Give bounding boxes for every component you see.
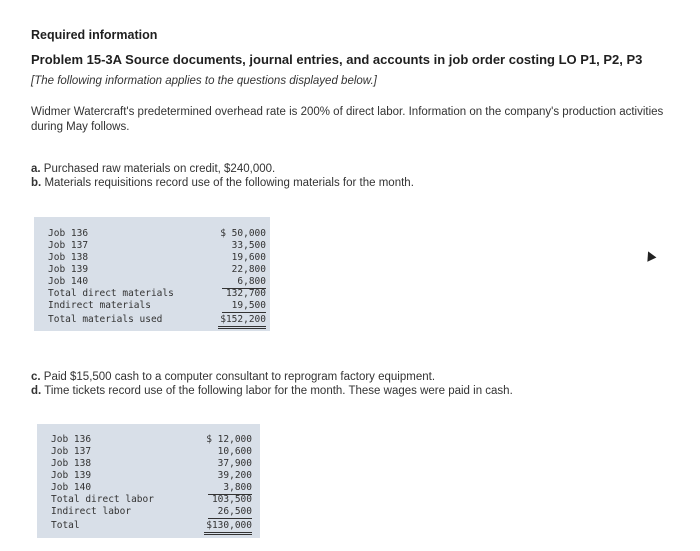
row-value: 19,600: [231, 252, 266, 263]
applies-note: [The following information applies to the questions displayed below.]: [31, 75, 377, 87]
table-row: [37, 434, 260, 446]
row-value: 132,700: [225, 288, 266, 299]
row-label: Job 136: [48, 228, 89, 239]
intro-paragraph: Widmer Watercraft's predetermined overhead rate is 200% of direct labor. Information on the company's production activities during May follows.: [31, 106, 664, 133]
item-d-text: Time tickets record use of the following labor for the month. These wages were paid in cash.: [44, 385, 513, 397]
item-a-text: Purchased raw materials on credit, $240,000.: [43, 163, 276, 175]
row-label: Total direct materials: [48, 288, 174, 299]
table-row: [37, 482, 260, 494]
row-label: Job 140: [51, 482, 92, 493]
row-value: 103,500: [211, 494, 252, 505]
row-value: 19,500: [222, 300, 266, 313]
row-value: $130,000: [204, 520, 252, 535]
row-label: Total materials used: [48, 314, 163, 325]
row-value: 26,500: [208, 506, 252, 519]
table-row: [34, 228, 270, 240]
item-c-letter: c.: [31, 371, 41, 383]
table-row: [37, 520, 260, 532]
table-row: [34, 276, 270, 288]
row-value: 37,900: [217, 458, 252, 469]
item-d: [31, 385, 513, 397]
item-a: [31, 163, 275, 175]
table-row: [34, 240, 270, 252]
row-label: Job 136: [51, 434, 92, 445]
mouse-cursor-icon: [644, 249, 657, 261]
row-label: Job 137: [51, 446, 92, 457]
row-value: $152,200: [218, 314, 266, 329]
row-value: $ 12,000: [206, 434, 252, 445]
row-value: 33,500: [231, 240, 266, 251]
row-value: 39,200: [217, 470, 252, 481]
table-row: [37, 494, 260, 506]
item-b-text: Materials requisitions record use of the following materials for the month.: [44, 177, 414, 189]
item-b-letter: b.: [31, 177, 42, 189]
table-row: [34, 288, 270, 300]
row-value: 22,800: [231, 264, 266, 275]
row-value: $ 50,000: [220, 228, 266, 239]
item-a-letter: a.: [31, 163, 41, 175]
table-row: [37, 506, 260, 518]
row-value: 3,800: [208, 482, 252, 495]
table-row: [37, 446, 260, 458]
row-label: Job 138: [51, 458, 92, 469]
row-label: Job 140: [48, 276, 89, 287]
item-b: [31, 177, 414, 189]
row-label: Job 137: [48, 240, 89, 251]
row-label: Indirect materials: [48, 300, 151, 311]
required-info-heading: Required information: [31, 28, 158, 42]
row-label: Total direct labor: [51, 494, 154, 505]
labor-table: [37, 424, 260, 538]
row-label: Indirect labor: [51, 506, 132, 517]
row-label: Total: [51, 520, 80, 531]
table-row: [34, 300, 270, 312]
item-d-letter: d.: [31, 385, 42, 397]
problem-title: Problem 15-3A Source documents, journal entries, and accounts in job order costing LO P1, P2, P3: [31, 52, 643, 67]
table-row: [37, 458, 260, 470]
row-value: 6,800: [222, 276, 266, 289]
materials-table: [34, 217, 270, 331]
row-label: Job 139: [51, 470, 92, 481]
item-c: [31, 371, 435, 383]
row-label: Job 138: [48, 252, 89, 263]
table-row: [34, 314, 270, 326]
row-label: Job 139: [48, 264, 89, 275]
table-row: [37, 470, 260, 482]
table-row: [34, 252, 270, 264]
table-row: [34, 264, 270, 276]
item-c-text: Paid $15,500 cash to a computer consultant to reprogram factory equipment.: [43, 371, 436, 383]
row-value: 10,600: [217, 446, 252, 457]
